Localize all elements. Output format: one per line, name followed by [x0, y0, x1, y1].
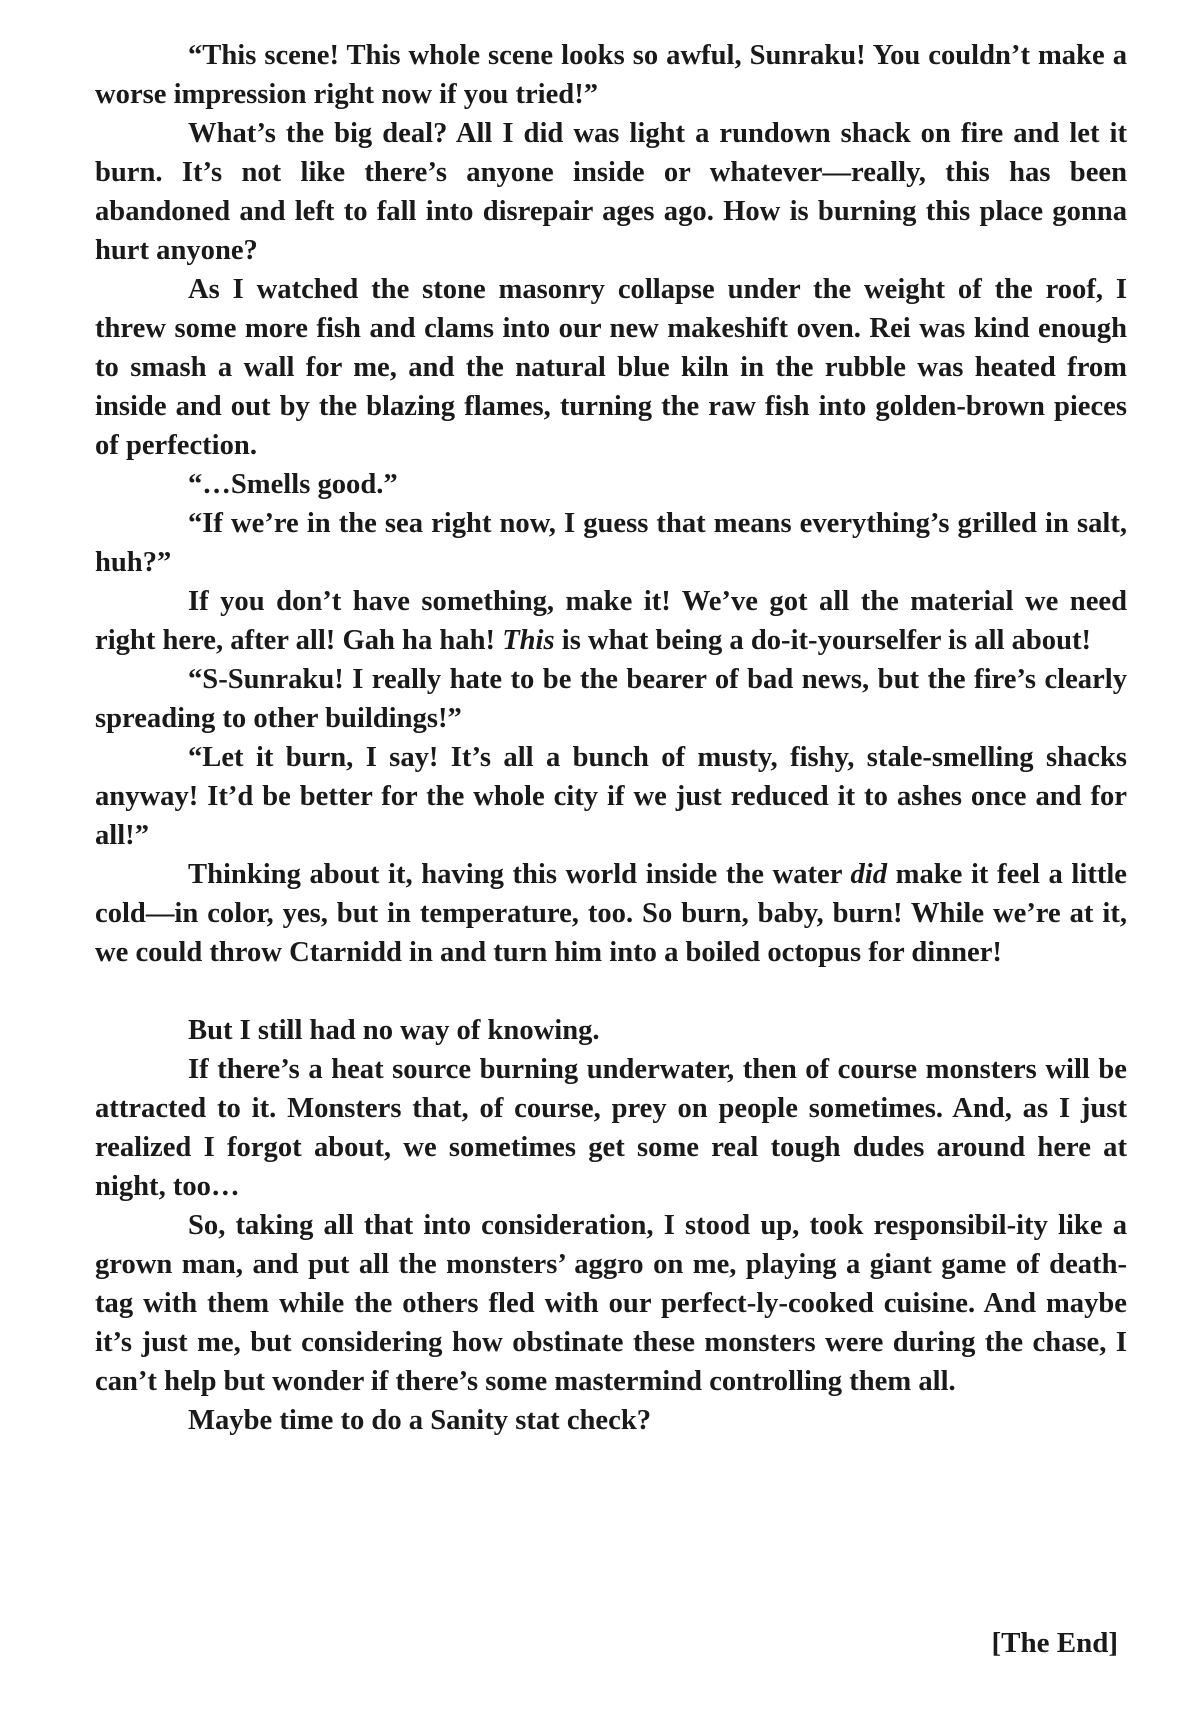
paragraph-text: If you don’t have something, make it! We’ve got all the material we need right here, after all! Gah ha hah! [95, 586, 1127, 656]
paragraph-text: make it feel a little cold—in color, yes, but in temperature, too. So burn, baby, burn! While we’re at it, we could throw Ctarnidd in and turn him into a boiled octopus for dinner! [95, 859, 1127, 968]
paragraph: If there’s a heat source burning underwater, then of course monsters will be attracted to it. Monsters that, of course, prey on people sometimes. And, as I just realized I forgot about, we sometimes get some real tough dudes around here at night, too… [95, 1054, 1127, 1202]
paragraph [95, 855, 1127, 972]
emphasis: did [850, 859, 888, 890]
page-body [95, 36, 1127, 1440]
paragraph: What’s the big deal? All I did was light a rundown shack on fire and let it burn. It’s not like there’s anyone inside or whatever—really, this has been abandoned and left to fall into disrepair ages ago. How is burning this place gonna hurt anyone? [95, 118, 1127, 266]
section-break [95, 972, 1127, 1011]
paragraph: “Let it burn, I say! It’s all a bunch of musty, fishy, stale-smelling shacks anyway! It’d be better for the whole city if we just reduced it to ashes once and for all!” [95, 742, 1127, 851]
the-end-marker: [The End] [991, 1627, 1118, 1659]
paragraph: As I watched the stone masonry collapse under the weight of the roof, I threw some more fish and clams into our new makeshift oven. Rei was kind enough to smash a wall for me, and the natural blue kiln in the rubble was heated from inside and out by the blazing flames, turning the raw fish into golden-brown pieces of perfection. [95, 274, 1127, 461]
paragraph [95, 582, 1127, 660]
paragraph: “S-Sunraku! I really hate to be the bearer of bad news, but the fire’s clearly spreading to other buildings!” [95, 664, 1127, 734]
paragraph: But I still had no way of knowing. [188, 1015, 600, 1046]
paragraph: “This scene! This whole scene looks so awful, Sunraku! You couldn’t make a worse impression right now if you tried!” [95, 40, 1127, 110]
paragraph-text: is what being a do-it-yourselfer is all about! [554, 625, 1092, 656]
paragraph-text: Thinking about it, having this world inside the water [188, 859, 851, 890]
paragraph: “…Smells good.” [188, 469, 398, 500]
paragraph: “If we’re in the sea right now, I guess that means everything’s grilled in salt, huh?” [95, 508, 1127, 578]
emphasis: This [502, 625, 555, 656]
paragraph: Maybe time to do a Sanity stat check? [188, 1405, 652, 1436]
paragraph: So, taking all that into consideration, I stood up, took responsibil-ity like a grown man, and put all the monsters’ aggro on me, playing a giant game of death-tag with them while the others fled with our perfect-ly-cooked cuisine. And maybe it’s just me, but considering how obstinate these monsters were during the chase, I can’t help but wonder if there’s some mastermind controlling them all. [95, 1210, 1127, 1397]
